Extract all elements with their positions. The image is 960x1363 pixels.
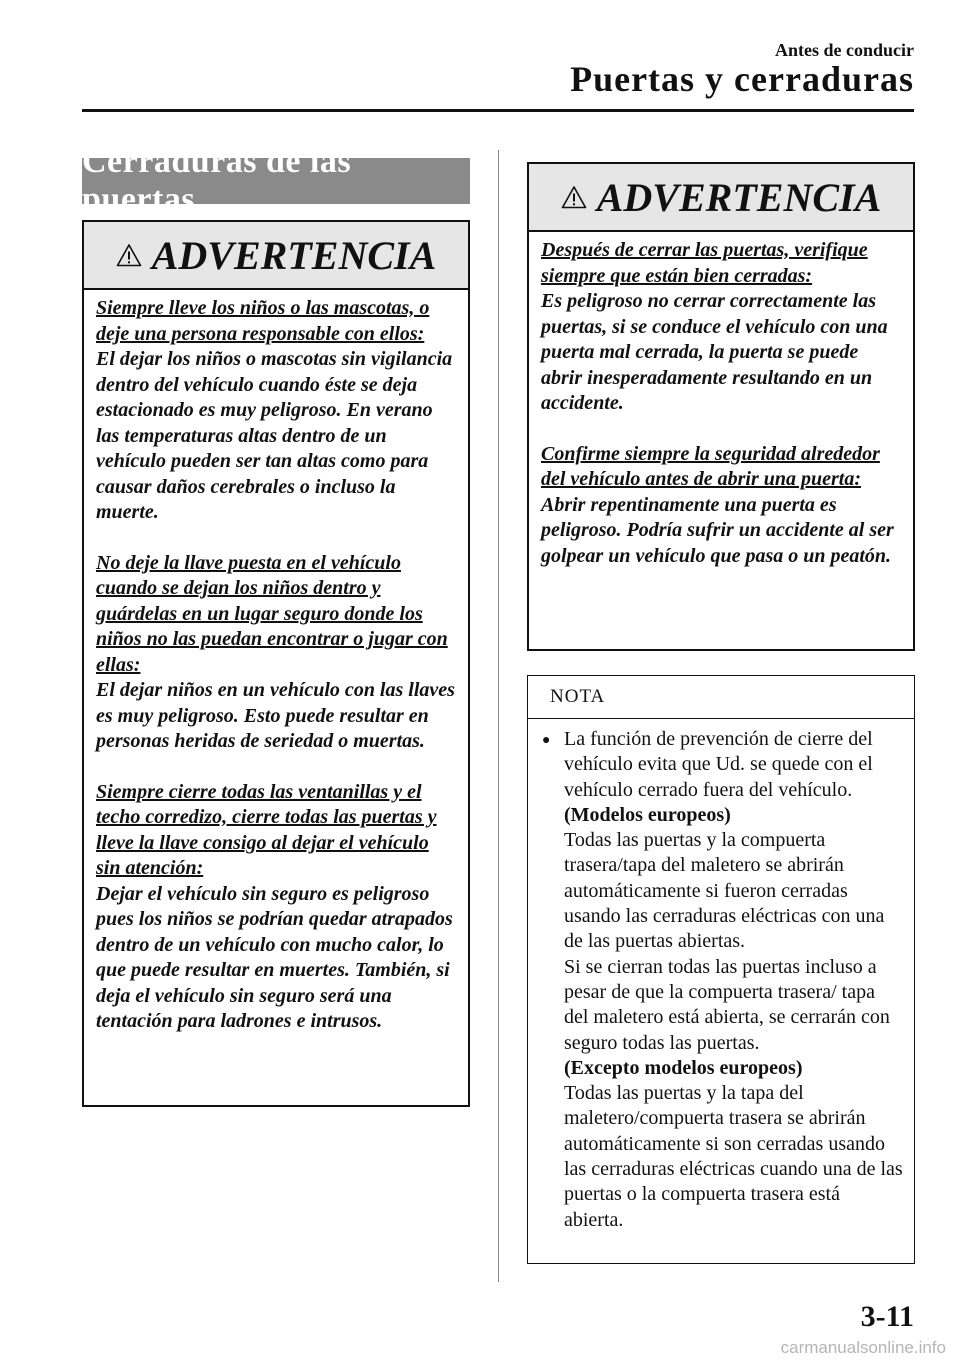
warning-text: Abrir repentinamente una puerta es peligroso. Podría sufrir un accidente al ser golpear un vehículo que pasa o un peatón. xyxy=(541,493,894,567)
note-paragraph: Todas las puertas y la tapa del maletero/compuerta trasera se abrirán automáticamente si son cerradas usando las cerraduras eléctricas cuando una de las puertas o la compuerta trasera está abierta. xyxy=(564,1082,903,1231)
note-subheading: (Modelos europeos) xyxy=(564,803,731,826)
warning-box-children xyxy=(82,220,470,1107)
warning-triangle-icon xyxy=(116,243,142,267)
bullet-icon: ● xyxy=(542,733,551,748)
warning-heading: Siempre lleve los niños o las mascotas, o deje una persona responsable con ellos: xyxy=(96,297,430,345)
warning-header xyxy=(529,164,913,232)
warning-heading: Confirme siempre la seguridad alrededor del vehículo antes de abrir una puerta: xyxy=(541,442,880,490)
header-section: Antes de conducir xyxy=(775,40,914,60)
list-item xyxy=(542,727,904,1233)
note-body xyxy=(528,719,914,1233)
page-number: 3-11 xyxy=(860,1300,914,1333)
note-paragraph: Si se cierran todas las puertas incluso a pesar de que la compuerta trasera/ tapa del maletero está abierta, se cerrarán con seguro todas las puertas. xyxy=(564,955,890,1054)
warning-title: ADVERTENCIA xyxy=(151,232,437,278)
note-text xyxy=(564,727,904,1233)
note-title: NOTA xyxy=(528,676,914,719)
warning-body xyxy=(84,290,468,1047)
warning-text: El dejar los niños o mascotas sin vigilancia dentro del vehículo cuando éste se deja estacionado es muy peligroso. En verano las temperaturas altas dentro de un vehículo pueden ser tan altas como para causar daños cerebrales o incluso la muerte. xyxy=(96,348,453,523)
warning-heading: No deje la llave puesta en el vehículo cuando se dejan los niños dentro y guárdelas en un lugar seguro donde los niños no las puedan encontrar o jugar con ellas: xyxy=(96,551,448,676)
note-paragraph: La función de prevención de cierre del vehículo evita que Ud. se quede con el vehículo cerrado fuera del vehículo. xyxy=(564,728,873,801)
note-paragraph: Todas las puertas y la compuerta trasera/tapa del maletero se abrirán automáticamente si fueron cerradas usando las cerraduras eléctricas con una de las puertas abiertas. xyxy=(564,829,885,953)
warning-title: ADVERTENCIA xyxy=(596,174,882,220)
warning-text: Dejar el vehículo sin seguro es peligroso pues los niños se podrían quedar atrapados dentro de un vehículo con mucho calor, lo que puede resultar en muertes. También, si deja el vehículo sin seguro será una tentación para ladrones e intrusos. xyxy=(96,882,453,1032)
warning-box-doors xyxy=(527,162,915,651)
warning-heading: Después de cerrar las puertas, verifique siempre que están bien cerradas: xyxy=(541,239,868,287)
warning-text: Es peligroso no cerrar correctamente las puertas, si se conduce el vehículo con una puerta mal cerrada, la puerta se puede abrir inesperadamente resultando en un accidente. xyxy=(541,290,888,414)
note-subheading: (Excepto modelos europeos) xyxy=(564,1056,803,1079)
column-divider xyxy=(498,150,499,1282)
warning-body xyxy=(529,232,913,581)
note-box xyxy=(527,675,915,1264)
warning-header xyxy=(84,222,468,290)
warning-triangle-icon xyxy=(561,185,587,209)
header-title: Puertas y cerraduras xyxy=(570,59,914,99)
section-title: Cerraduras de las puertas xyxy=(82,158,470,204)
watermark: carmanualsonline.info xyxy=(780,1338,946,1357)
warning-heading: Siempre cierre todas las ventanillas y el techo corredizo, cierre todas las puertas y lleve la llave consigo al dejar el vehículo sin atención: xyxy=(96,780,437,879)
header-rule xyxy=(82,109,914,112)
warning-text: El dejar niños en un vehículo con las llaves es muy peligroso. Esto puede resultar en personas heridas de seriedad o muertas. xyxy=(96,679,455,752)
